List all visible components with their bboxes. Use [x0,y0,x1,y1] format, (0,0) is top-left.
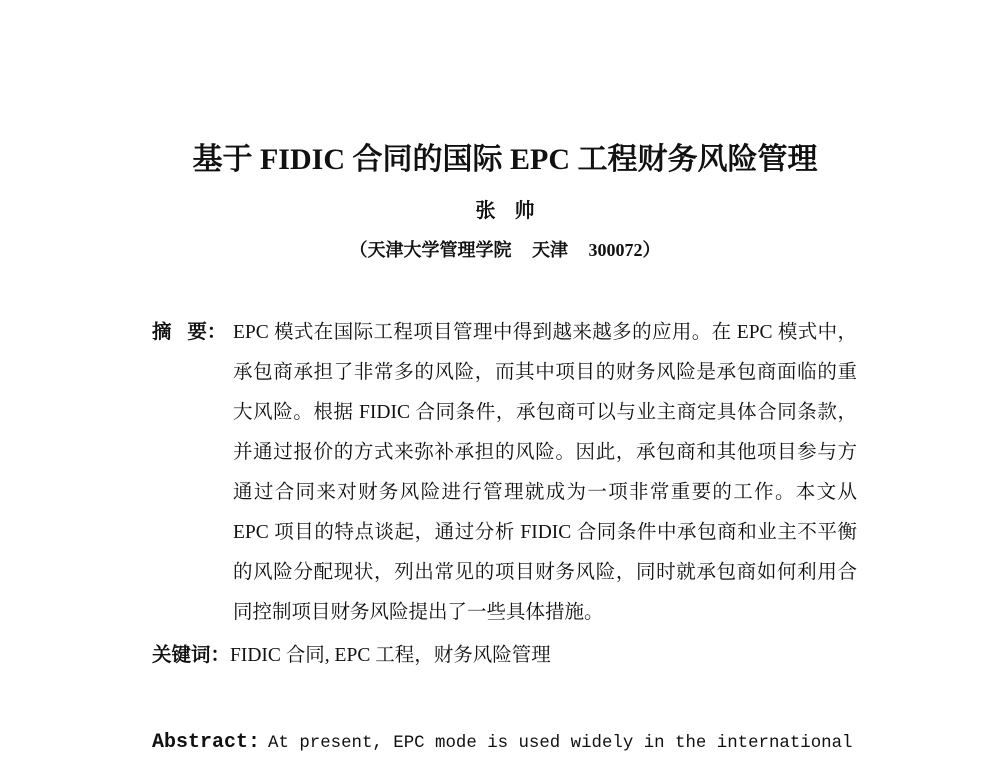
english-abstract-label: Abstract: [152,731,261,754]
abstract-line: 同控制项目财务风险提出了一些具体措施。 [233,602,604,623]
abstract-body [233,313,857,633]
abstract-line: EPC 模式在国际工程项目管理中得到越来越多的应用。在 EPC 模式中， [233,322,857,343]
abstract-label: 摘 要： [152,322,227,343]
keywords-label: 关键词： [152,645,231,666]
abstract-line: 大风险。根据 FIDIC 合同条件，承包商可以与业主商定具体合同条款， [233,402,857,423]
abstract-line: 并通过报价的方式来弥补承担的风险。因此，承包商和其他项目参与方 [233,442,857,463]
author-affiliation: （天津大学管理学院 天津 300072） [349,240,661,260]
abstract-line: 的风险分配现状，列出常见的项目财务风险，同时就承包商如何利用合 [233,562,857,583]
keywords-row [152,636,551,676]
abstract-line: EPC 项目的特点谈起，通过分析 FIDIC 合同条件中承包商和业主不平衡 [233,522,857,543]
english-abstract-row [152,728,852,759]
author-name: 张 帅 [475,200,535,222]
keywords-text: FIDIC 合同, EPC 工程，财务风险管理 [230,645,551,666]
abstract-line: 通过合同来对财务风险进行管理就成为一项非常重要的工作。本文从 [233,482,857,503]
paper-title: 基于 FIDIC 合同的国际 EPC 工程财务风险管理 [192,143,818,176]
english-abstract-text: At present, EPC mode is used widely in the international [268,734,853,753]
abstract-line: 承包商承担了非常多的风险，而其中项目的财务风险是承包商面临的重 [233,362,857,383]
